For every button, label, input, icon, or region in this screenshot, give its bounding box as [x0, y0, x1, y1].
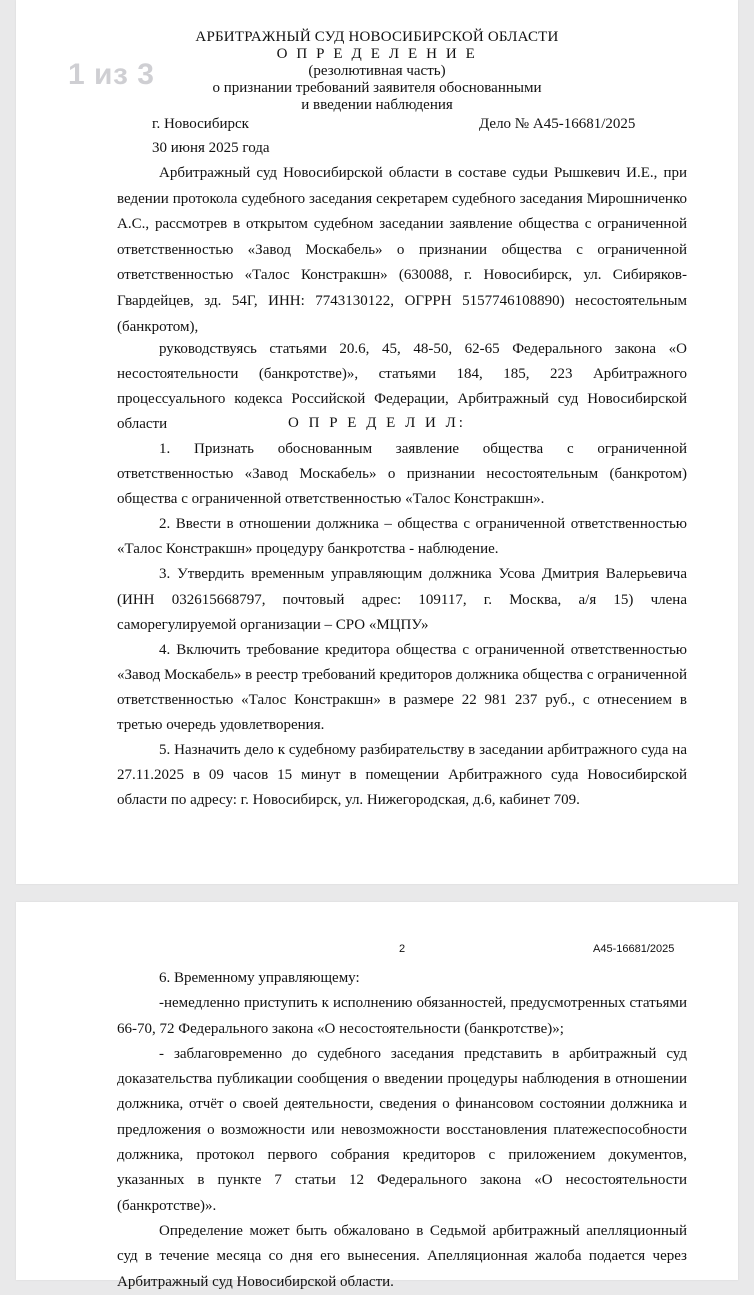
legal-basis-text: руководствуясь статьями 20.6, 45, 48-50, 62-65 Федерального закона «О несостоятельности (банкротстве)», статьями 184, 185, 223 Арбитражного процессуального кодекса Российской Федерации, Арбитражный суд Новосибирской области [117, 341, 687, 432]
case-number: Дело № А45-16681/2025 [479, 116, 636, 132]
ruling-item: 3. Утвердить временным управляющим должника Усова Дмитрия Валерьевича (ИНН 032615668797, почтовый адрес: 109117, г. Москва, а/я 15) члена саморегулируемой организации – СРО «МЦПУ» [117, 566, 687, 633]
city: г. Новосибирск [152, 116, 249, 132]
item6-title: 6. Временному управляющему: [159, 970, 360, 986]
page-number: 2 [399, 943, 406, 955]
ruling-item: 4. Включить требование кредитора общества с ограниченной ответственностью «Завод Москабель» в реестр требований кредиторов должника общества с ограниченной ответственностью «Талос Констракшн» в размере 22 981 237 руб., с отнесением в третью очередь удовлетворения. [117, 641, 687, 734]
ruling-item: 1. Признать обоснованным заявление общества с ограниченной ответственностью «Завод Москабель» о признании несостоятельным (банкротом) общества с ограниченной ответственностью «Талос Констракшн». [117, 441, 687, 508]
page-case-number: А45-16681/2025 [593, 943, 675, 955]
subject-line-2: и введении наблюдения [301, 97, 453, 113]
intro-paragraph [117, 161, 687, 340]
ruled-heading: О П Р Е Д Е Л И Л: [288, 415, 466, 431]
item6-duty-b: - заблаговременно до судебного заседания представить в арбитражный суд доказательства публикации сообщения о введении процедуры наблюдения в отношении должника, отчёт о своей деятельности, сведения о финансовом состоянии должника и предложения о возможности или невозможности восстановления платежеспособности должника, протокол первого собрания кредиторов с приложением документов, указанных в пункте 7 статьи 12 Федерального закона «О несостоятельности (банкротстве)». [117, 1045, 687, 1214]
ruling-item: 2. Ввести в отношении должника – общества с ограниченной ответственностью «Талос Констракшн» процедуру банкротства - наблюдение. [117, 516, 687, 558]
document-type-heading: О П Р Е Д Е Л Е Н И Е [276, 46, 478, 62]
document-page-2 [16, 902, 738, 1290]
resolutive-part-label: (резолютивная часть) [308, 63, 446, 79]
document-page-1 [16, 0, 738, 884]
ruling-items [117, 437, 687, 813]
page-counter-badge: 1 из 3 [68, 58, 155, 91]
document-date: 30 июня 2025 года [152, 140, 270, 156]
page2-body [117, 966, 687, 1295]
intro-text: Арбитражный суд Новосибирской области в составе судьи Рышкевич И.Е., при ведении протокола судебного заседания секретарем судебного заседания Мирошниченко А.С., рассмотрев в открытом судебном заседании заявление общества с ограниченной ответственностью «Завод Москабель» о признании общества с ограниченной ответственностью «Талос Констракшн» (630088, г. Новосибирск, ул. Сибиряков-Гвардейцев, зд. 54Г, ИНН: 7743130122, ОГРРН 5157746108890) несостоятельным (банкротом), [117, 165, 687, 335]
appeal-paragraph: Определение может быть обжаловано в Седьмой арбитражный апелляционный суд в течение месяца со дня его вынесения. Апелляционная жалоба подается через Арбитражный суд Новосибирской области. [117, 1222, 687, 1290]
item6-duty-a: -немедленно приступить к исполнению обязанностей, предусмотренных статьями 66-70, 72 Федерального закона «О несостоятельности (банкротстве)»; [117, 995, 687, 1037]
ruling-item: 5. Назначить дело к судебному разбирательству в заседании арбитражного суда на 27.11.2025 в 09 часов 15 минут в помещении Арбитражного суда Новосибирской области по адресу: г. Новосибирск, ул. Нижегородская, д.6, кабинет 709. [117, 742, 687, 809]
subject-line-1: о признании требований заявителя обоснованными [212, 80, 542, 96]
court-name: АРБИТРАЖНЫЙ СУД НОВОСИБИРСКОЙ ОБЛАСТИ [195, 29, 559, 45]
